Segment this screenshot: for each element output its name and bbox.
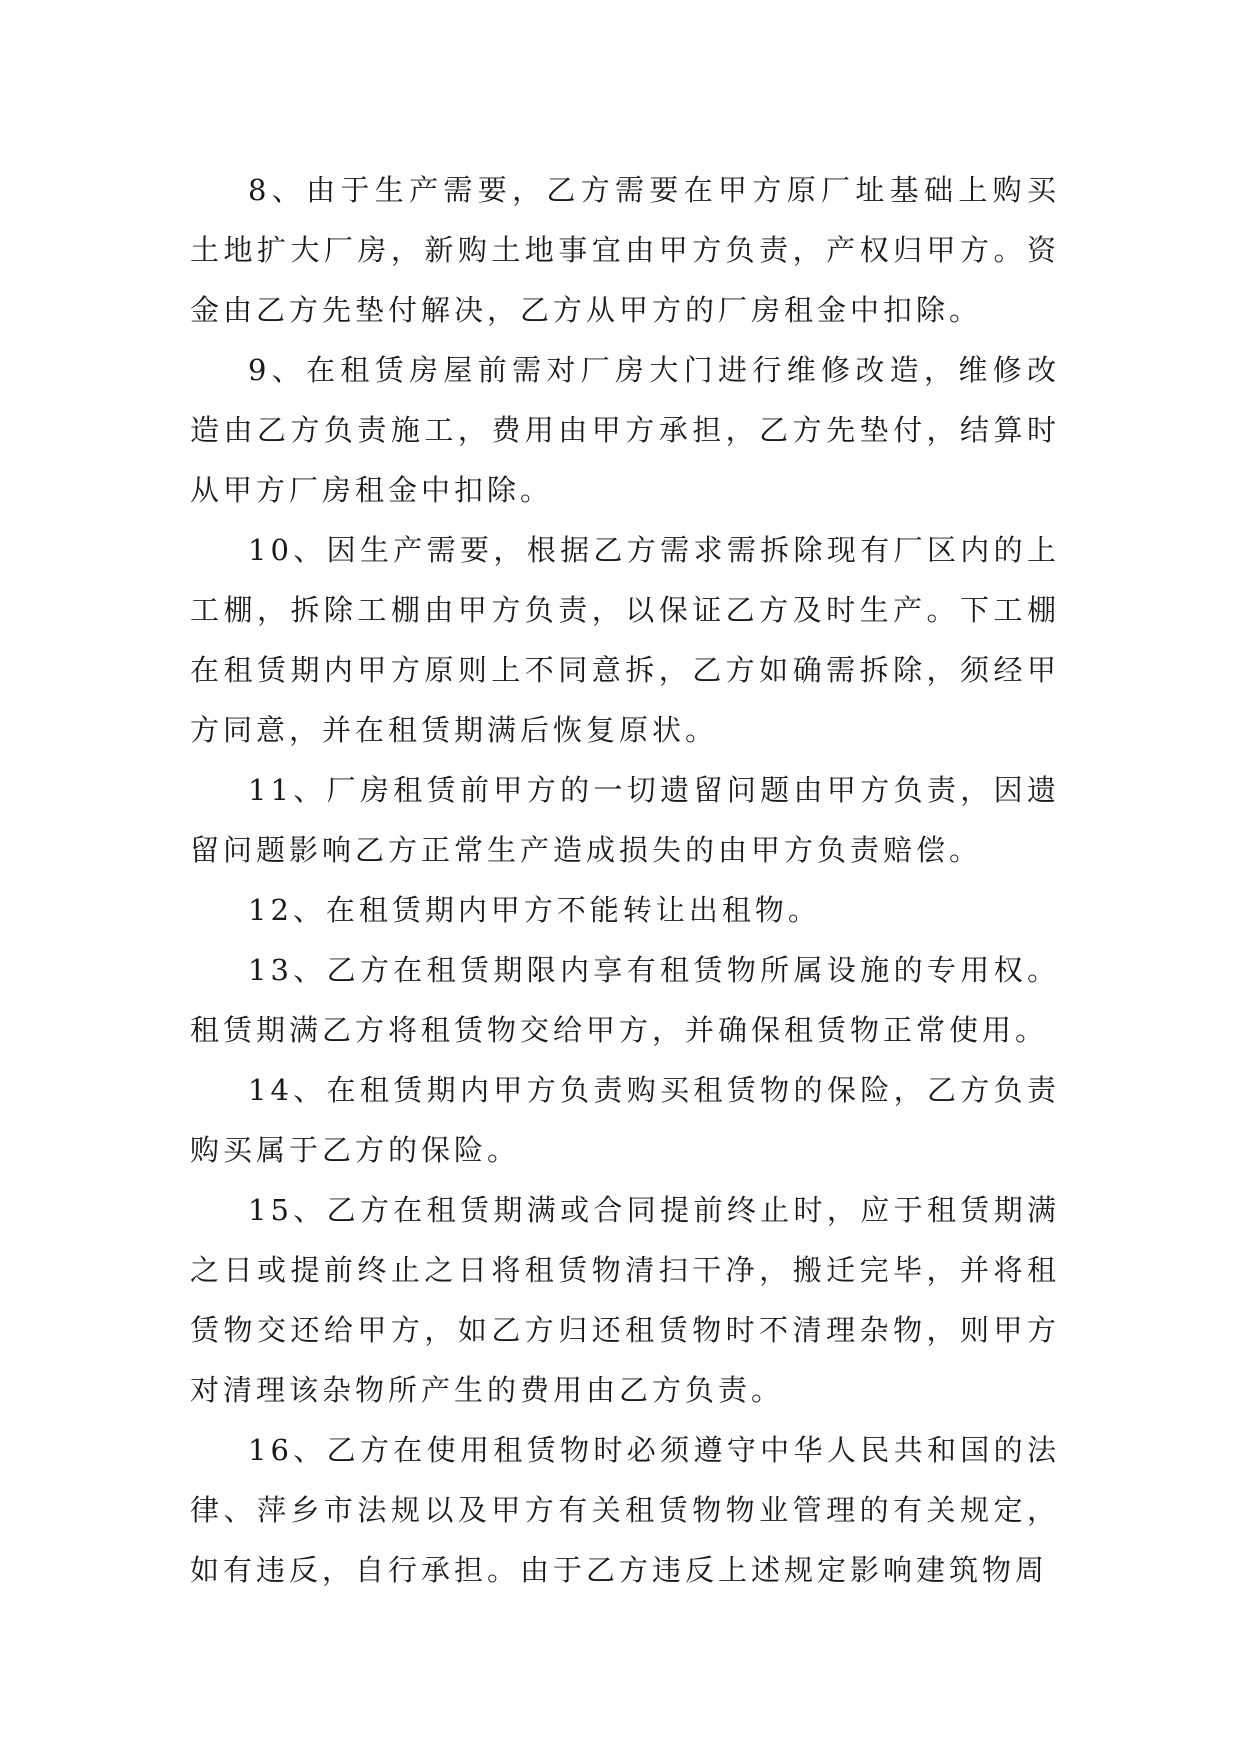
clause-12: 12、在租赁期内甲方不能转让出租物。 bbox=[248, 893, 821, 927]
document-body bbox=[190, 160, 1060, 1600]
clause-8: 8、由于生产需要，乙方需要在甲方原厂址基础上购买土地扩大厂房，新购土地事宜由甲方负责，产权归甲方。资金由乙方先垫付解决，乙方从甲方的厂房租金中扣除。 bbox=[190, 173, 1060, 327]
clause-11: 11、厂房租赁前甲方的一切遗留问题由甲方负责，因遗留问题影响乙方正常生产造成损失的由甲方负责赔偿。 bbox=[190, 773, 1060, 867]
clause-15: 15、乙方在租赁期满或合同提前终止时，应于租赁期满之日或提前终止之日将租赁物清扫干净，搬迁完毕，并将租赁物交还给甲方，如乙方归还租赁物时不清理杂物，则甲方对清理该杂物所产生的费用由乙方负责。 bbox=[190, 1193, 1060, 1407]
clause-16: 16、乙方在使用租赁物时必须遵守中华人民共和国的法律、萍乡市法规以及甲方有关租赁物物业管理的有关规定，如有违反，自行承担。由于乙方违反上述规定影响建筑物周 bbox=[190, 1433, 1060, 1587]
clause-13: 13、乙方在租赁期限内享有租赁物所属设施的专用权。租赁期满乙方将租赁物交给甲方，并确保租赁物正常使用。 bbox=[190, 953, 1060, 1047]
clause-9: 9、在租赁房屋前需对厂房大门进行维修改造，维修改造由乙方负责施工，费用由甲方承担，乙方先垫付，结算时从甲方厂房租金中扣除。 bbox=[190, 353, 1060, 507]
clause-14: 14、在租赁期内甲方负责购买租赁物的保险，乙方负责购买属于乙方的保险。 bbox=[190, 1073, 1060, 1167]
clause-10: 10、因生产需要，根据乙方需求需拆除现有厂区内的上工棚，拆除工棚由甲方负责，以保证乙方及时生产。下工棚在租赁期内甲方原则上不同意拆，乙方如确需拆除，须经甲方同意，并在租赁期满后恢复原状。 bbox=[190, 533, 1060, 747]
